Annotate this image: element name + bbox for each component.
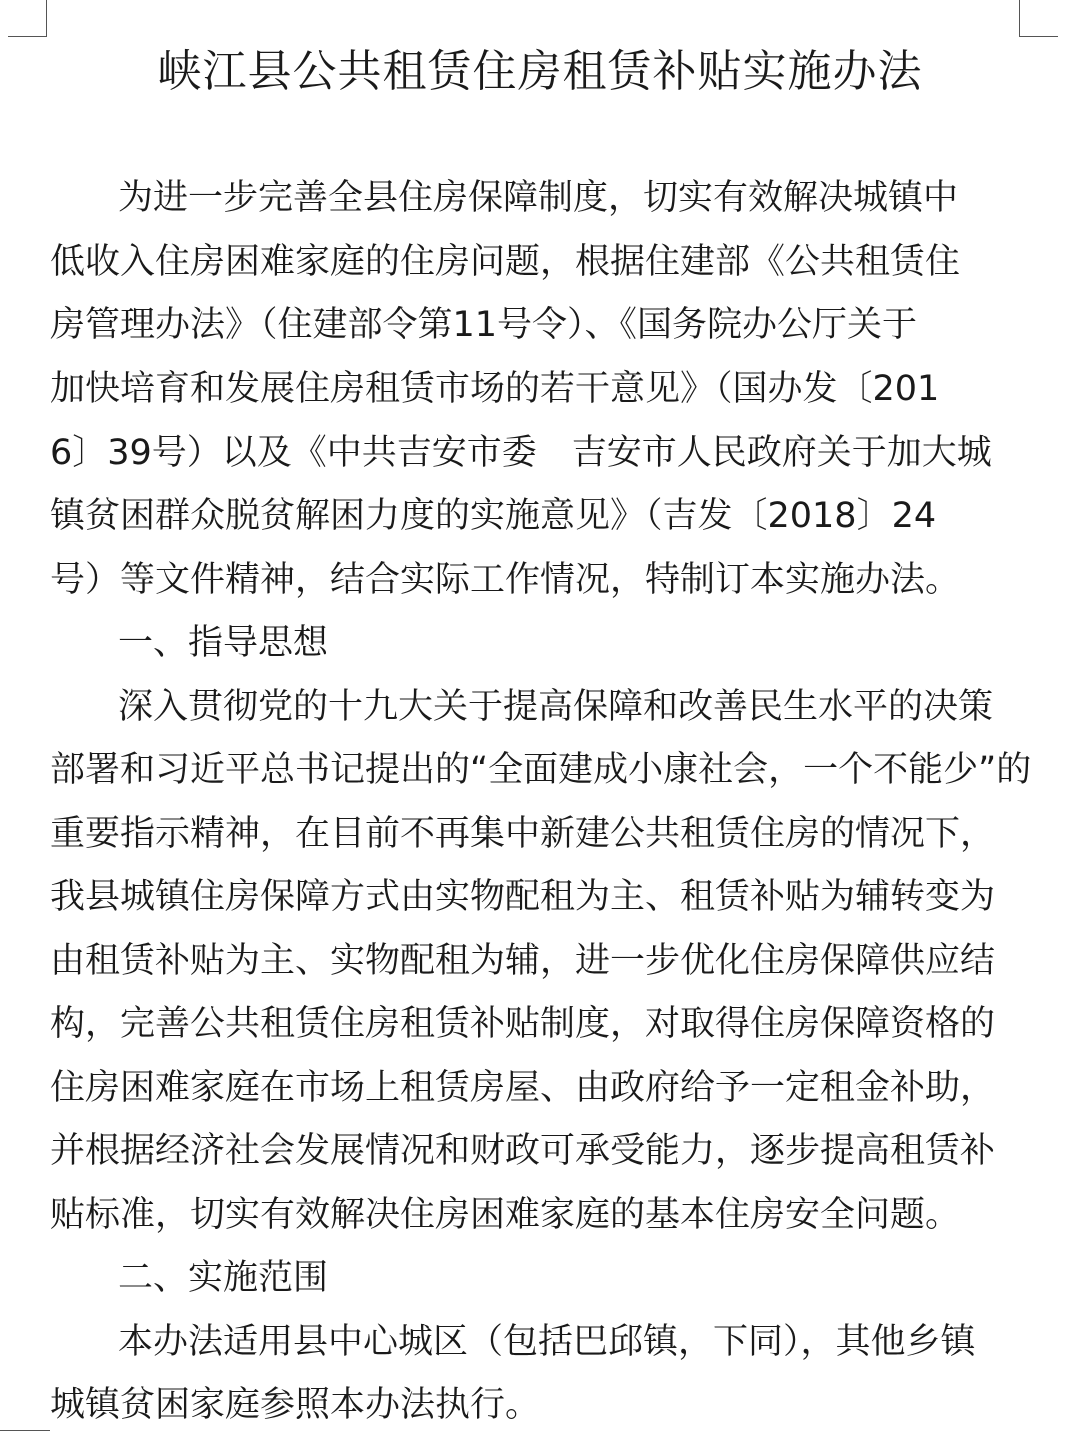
paragraph-line: 低收入住房困难家庭的住房问题，根据住建部《公共租赁住	[50, 242, 961, 282]
paragraph-line: 镇贫困群众脱贫解困力度的实施意见》（吉发〔2018〕24	[50, 496, 937, 536]
section-heading: 二、实施范围	[118, 1258, 329, 1298]
paragraph-line: 住房困难家庭在市场上租赁房屋、由政府给予一定租金补助，	[50, 1068, 996, 1108]
paragraph-line: 构，完善公共租赁住房租赁补贴制度，对取得住房保障资格的	[50, 1004, 996, 1044]
section-heading: 一、指导思想	[118, 623, 329, 663]
paragraph-line: 深入贯彻党的十九大关于提高保障和改善民生水平的决策	[118, 687, 994, 727]
paragraph-line: 并根据经济社会发展情况和财政可承受能力，逐步提高租赁补	[50, 1131, 996, 1171]
paragraph-line: 房管理办法》（住建部令第11号令）、《国务院办公厅关于	[50, 305, 918, 345]
paragraph-line: 部署和习近平总书记提出的“全面建成小康社会，一个不能少”的	[50, 750, 1032, 790]
paragraph-line: 由租赁补贴为主、实物配租为辅，进一步优化住房保障供应结	[50, 941, 996, 981]
paragraph-line: 城镇贫困家庭参照本办法执行。	[50, 1385, 541, 1425]
document-title: 峡江县公共租赁住房租赁补贴实施办法	[157, 46, 923, 97]
paragraph-line: 加快培育和发展住房租赁市场的若干意见》（国办发〔201	[50, 369, 940, 409]
paragraph-line: 为进一步完善全县住房保障制度，切实有效解决城镇中	[118, 178, 959, 218]
paragraph-line: 我县城镇住房保障方式由实物配租为主、租赁补贴为辅转变为	[50, 877, 996, 917]
paragraph-line: 本办法适用县中心城区（包括巴邱镇，下同），其他乡镇	[118, 1322, 976, 1362]
crop-mark-top-left	[8, 0, 47, 37]
paragraph-line: 贴标准，切实有效解决住房困难家庭的基本住房安全问题。	[50, 1195, 961, 1235]
paragraph-line: 6〕39号）以及《中共吉安市委 吉安市人民政府关于加大城	[50, 433, 992, 473]
paragraph-line: 号）等文件精神，结合实际工作情况，特制订本实施办法。	[50, 560, 961, 600]
crop-mark-top-right	[1019, 0, 1058, 37]
paragraph-line: 重要指示精神，在目前不再集中新建公共租赁住房的情况下，	[50, 814, 996, 854]
